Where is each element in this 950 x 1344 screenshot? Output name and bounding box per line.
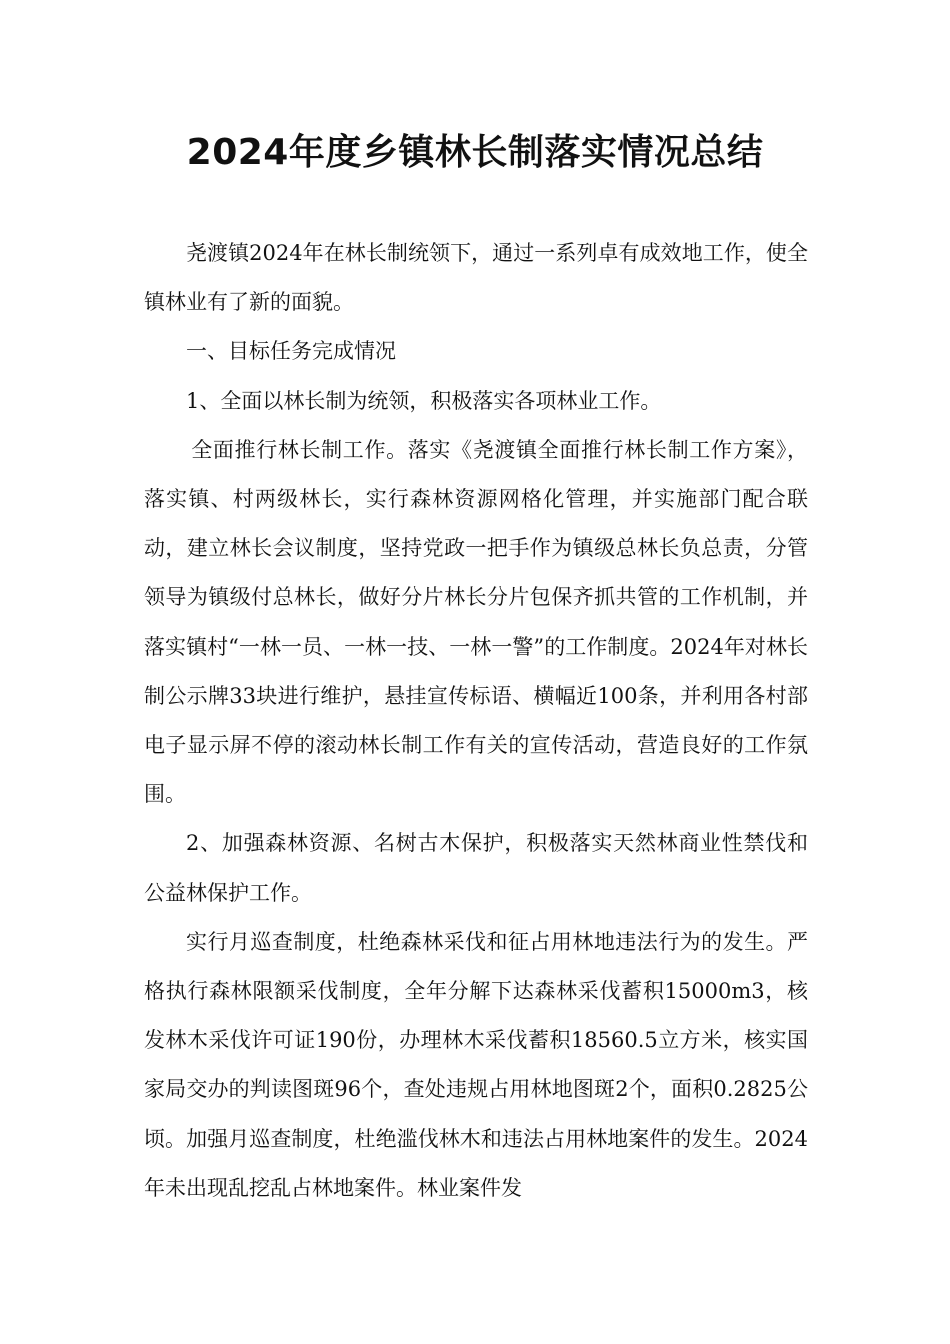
paragraph-forest-chief-system: 全面推行林长制工作。落实《尧渡镇全面推行林长制工作方案》，落实镇、村两级林长，实行森林资源网格化管理，并实施部门配合联动，建立林长会议制度，坚持党政一把手作为镇级总林长负总责，分管领导为镇级付总林长，做好分片林长分片包保齐抓共管的工作机制，并落实镇村“一林一员、一林一技、一林一警”的工作制度。2024年对林长制公示牌33块进行维护，悬挂宣传标语、横幅近100条，并利用各村部电子显示屏不停的滚动林长制工作有关的宣传活动，营造良好的工作氛围。 [144, 437, 808, 807]
document-body [144, 229, 808, 1213]
section-heading-goals: 一、目标任务完成情况 [186, 339, 396, 364]
subheading-resource-protection: 2、加强森林资源、名树古木保护，积极落实天然林商业性禁伐和公益林保护工作。 [144, 831, 808, 905]
subheading-forest-chief: 1、全面以林长制为统领，积极落实各项林业工作。 [186, 388, 662, 413]
paragraph-intro: 尧渡镇2024年在林长制统领下，通过一系列卓有成效地工作，使全镇林业有了新的面貌。 [144, 241, 808, 315]
document-title: 2024年度乡镇林长制落实情况总结 [186, 132, 764, 173]
paragraph-patrol-system: 实行月巡查制度，杜绝森林采伐和征占用林地违法行为的发生。严格执行森林限额采伐制度，全年分解下达森林采伐蓄积15000m3，核发林木采伐许可证190份，办理林木采伐蓄积18560.5立方米，核实国家局交办的判读图斑96个，查处违规占用林地图斑2个，面积0.2825公顷。加强月巡查制度，杜绝滥伐林木和违法占用林地案件的发生。2024年未出现乱挖乱占林地案件。林业案件发 [144, 929, 808, 1200]
